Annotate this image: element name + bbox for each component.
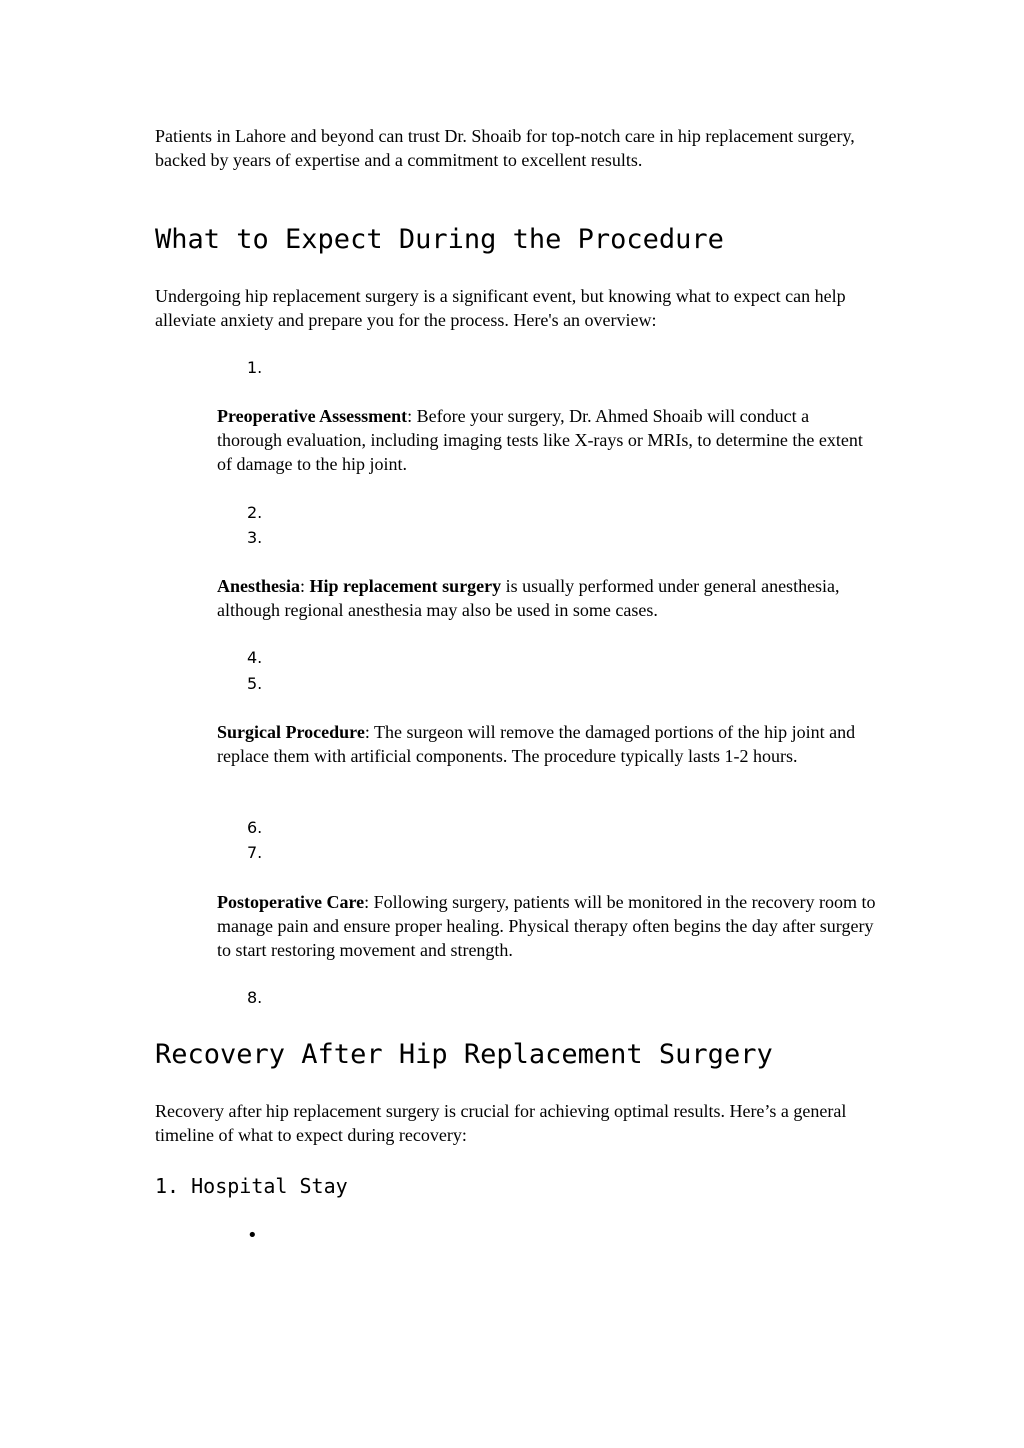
list-number: 2. [247,503,263,522]
list-number: 8. [247,988,263,1007]
list-number: 7. [247,843,263,862]
hospital-stay-subheading: 1. Hospital Stay [155,1174,348,1198]
recovery-intro-paragraph: Recovery after hip replacement surgery is crucial for achieving optimal results. Here’s a general timeline of what to expect during recovery: [155,1101,847,1145]
item-title: Anesthesia [217,576,301,596]
list-number: 1. [247,358,263,377]
list-number: 5. [247,674,263,693]
item-text: The surgeon will remove the damaged portions of the hip joint and replace them with artificial components. The procedure typically lasts 1-2 hours. [217,722,856,766]
procedure-heading: What to Expect During the Procedure [155,224,724,255]
list-number: 3. [247,528,263,547]
item-bold-phrase: Hip replacement surgery [309,576,502,596]
item-title: Preoperative Assessment [217,406,408,426]
recovery-heading: Recovery After Hip Replacement Surgery [155,1039,773,1070]
item-text: Before your surgery, Dr. Ahmed Shoaib will conduct a thorough evaluation, including imaging tests like X-rays or MRIs, to determine the extent of damage to the hip joint. [217,406,863,474]
list-item-postoperative-care [217,890,877,962]
item-text: is usually performed under general anesthesia, although regional anesthesia may also be used in some cases. [217,576,840,620]
intro-paragraph: Patients in Lahore and beyond can trust Dr. Shoaib for top-notch care in hip replacement surgery, backed by years of expertise and a commitment to excellent results. [155,126,855,170]
item-title: Surgical Procedure [217,722,365,742]
item-text: Following surgery, patients will be monitored in the recovery room to manage pain and ensure proper healing. Physical therapy often begins the day after surgery to start restoring movement and strength. [217,892,876,960]
list-item-surgical-procedure [217,720,877,768]
item-separator: : [364,892,374,912]
item-separator: : [300,576,310,596]
bullet-marker: • [247,1225,258,1246]
item-separator: : [407,406,417,426]
list-item-preoperative-assessment [217,404,877,476]
procedure-intro-paragraph: Undergoing hip replacement surgery is a significant event, but knowing what to expect can help alleviate anxiety and prepare you for the process. Here's an overview: [155,286,846,330]
list-number: 4. [247,648,263,667]
list-item-anesthesia [217,574,877,622]
list-number: 6. [247,818,263,837]
item-separator: : [364,722,375,742]
item-title: Postoperative Care [217,892,365,912]
